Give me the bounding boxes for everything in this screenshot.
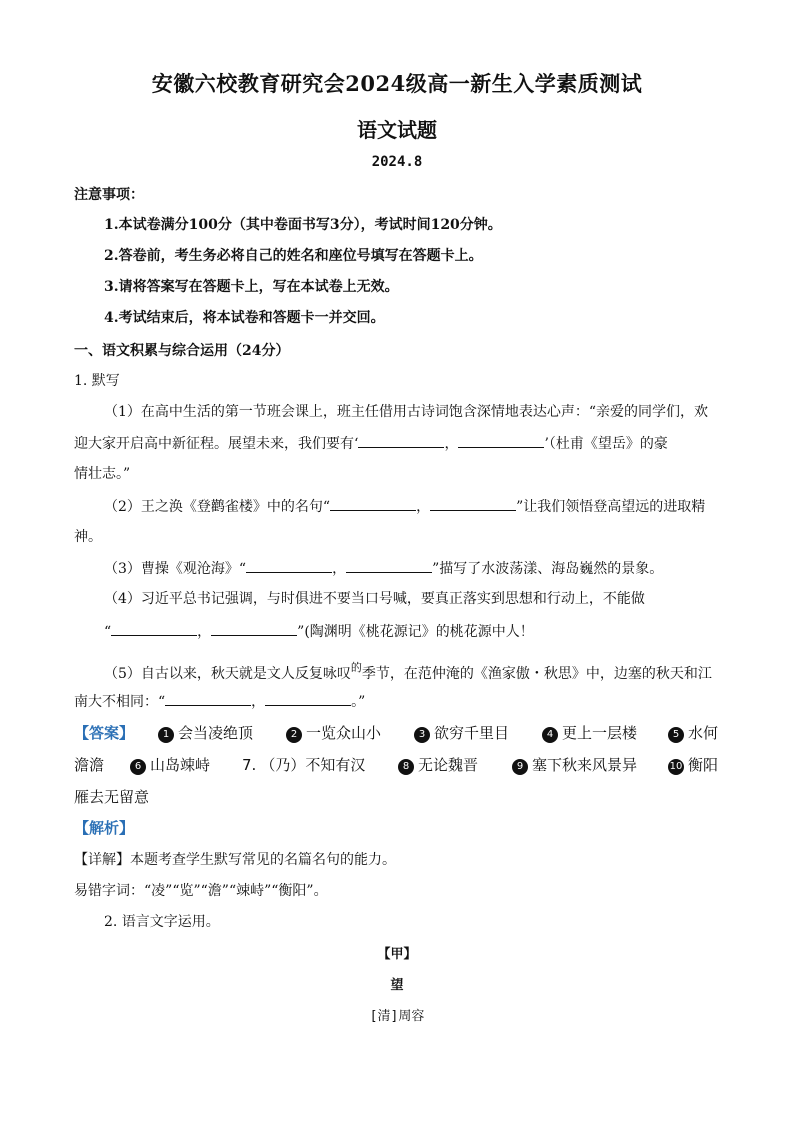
q1-part4-line2: “ ， ”(陶渊明《桃花源记》的桃花源中人！ [104,620,534,641]
poem-author: [清]周容 [369,1009,425,1024]
analysis-detail: 【详解】本题考查学生默写常见的名篇名句的能力。 [74,852,396,868]
q1-part1-line1: （1）在高中生活的第一节班会课上，班主任借用古诗词饱含深情地表达心声：“亲爱的同学们，欢 [104,404,709,420]
answer-blank [346,557,432,573]
q1-part5-line1: （5）自古以来，秋天就是文人反复咏叹$^的$季节，在范仲淹的《渔家傲・秋思》中，边塞的秋天和江 [104,661,712,682]
answer-blank [430,495,516,511]
q1-part1-line3: 情壮志。” [74,466,131,482]
notice-item-3: 3.请将答案写在答题卡上，写在本试卷上无效。 [104,279,399,295]
answer-item-5-cont: 澹澹 [74,756,105,774]
answer-item-10: 10 衡阳 [669,756,719,774]
question-1-title: 1. 默写 [74,373,120,389]
analysis-errors: 易错字词：“凌”“览”“澹”“竦峙”“衡阳”。 [74,883,328,899]
answer-blank [165,690,251,706]
answer-item-4: 4 更上一层楼 [542,722,637,743]
analysis-tag: 【解析】 [74,819,135,837]
exam-subtitle: 语文试题 [357,118,437,142]
answer-blank [265,690,351,706]
notice-item-2: 2.答卷前，考生务必将自己的姓名和座位号填写在答题卡上。 [104,248,483,264]
answer-blank [211,620,297,636]
exam-date: 2024.8 [371,154,423,170]
q1-part2-line2: 神。 [74,529,102,545]
answer-blank [458,432,544,448]
answer-blank [358,432,444,448]
q1-part3: （3）曹操《观沧海》“ ， ”描写了水波荡漾、海岛巍然的景象。 [104,557,663,578]
section-heading: 一、语文积累与综合运用（24分） [74,343,290,359]
answer-item-2: 2 一览众山小 [286,722,381,743]
answer-item-9: 9 塞下秋来风景异 [512,754,637,775]
answer-item-5: 5 水何 [668,722,718,743]
answer-item-6: 6 山岛竦峙 [130,754,210,775]
poem-title: 望 [390,978,404,993]
notice-item-1: 1.本试卷满分100分（其中卷面书写3分），考试时间120分钟。 [104,217,502,233]
q1-part2-line1: （2）王之涣《登鹳雀楼》中的名句“ ， ”让我们领悟登高望远的进取精 [104,495,705,516]
answer-tag: 【答案】 [74,724,135,742]
poem-mark: 【甲】 [377,947,417,962]
q1-part5-line2: 南大不相同：“ ， 。” [74,690,365,711]
answer-blank [330,495,416,511]
notice-heading: 注意事项： [74,187,144,203]
answer-item-3: 3 欲穷千里目 [414,722,509,743]
exam-title: 安徽六校教育研究会2024级高一新生入学素质测试 [151,71,643,96]
q1-part4-line1: （4）习近平总书记强调，与时俱进不要当口号喊，要真正落实到思想和行动上，不能做 [104,591,645,607]
q1-part1-line2: 迎大家开启高中新征程。展望未来，我们要有‘ ， ’（杜甫《望岳》的豪 [74,432,668,453]
question-2-title: 2. 语言文字运用。 [104,914,220,930]
answer-item-8: 8 无论魏晋 [398,754,478,775]
answer-item-7: 7. （乃）不知有汉 [242,756,366,774]
answer-item-1: 1 会当凌绝顶 [158,722,253,743]
answer-item-10-cont: 雁去无留意 [74,788,150,806]
notice-item-4: 4.考试结束后，将本试卷和答题卡一并交回。 [104,310,385,326]
answer-blank [246,557,332,573]
answer-blank [111,620,197,636]
